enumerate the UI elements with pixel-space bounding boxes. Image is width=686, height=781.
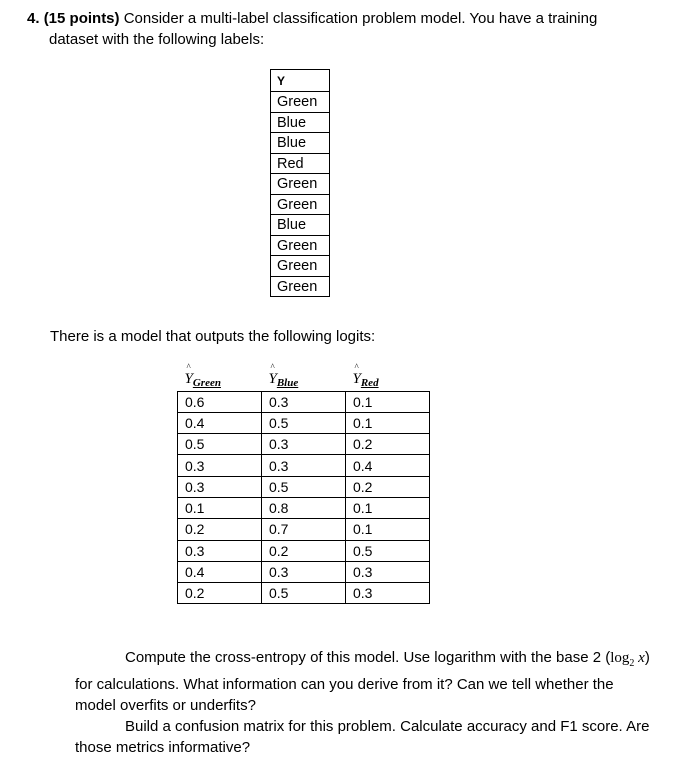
table-row: [178, 561, 430, 582]
question-number: 4.: [27, 10, 40, 27]
logit-cell: 0.3: [262, 391, 346, 412]
logits-table: [177, 362, 430, 604]
label-cell: Blue: [271, 112, 330, 133]
logit-cell: 0.7: [262, 519, 346, 540]
table-row: [178, 497, 430, 518]
label-cell: Green: [271, 256, 330, 277]
tasks-section: [75, 647, 650, 758]
logit-cell: 0.2: [178, 519, 262, 540]
task-confusion-matrix: Build a confusion matrix for this problem. Calculate accuracy and F1 score. Are those metrics informative?: [75, 718, 650, 756]
logit-cell: 0.5: [178, 434, 262, 455]
log-base-2-formula: $\log_2 x$: [610, 650, 645, 669]
table-row: [178, 540, 430, 561]
logit-cell: 0.3: [346, 583, 430, 604]
header-subscript: Green: [192, 377, 221, 390]
logits-intro: There is a model that outputs the following logits:: [50, 328, 376, 345]
logit-cell: 0.5: [346, 540, 430, 561]
logit-cell: 0.4: [346, 455, 430, 476]
logit-cell: 0.6: [178, 391, 262, 412]
table-row: [178, 519, 430, 540]
logit-cell: 0.2: [346, 476, 430, 497]
logit-cell: 0.3: [262, 561, 346, 582]
logit-cell: 0.3: [346, 561, 430, 582]
logits-header-red: [346, 362, 430, 391]
table-row: [178, 391, 430, 412]
label-cell: Blue: [271, 215, 330, 236]
table-row: [178, 412, 430, 433]
logit-cell: 0.2: [178, 583, 262, 604]
question-points: (15 points): [43, 10, 120, 27]
question-line-2: dataset with the following labels:: [49, 31, 265, 48]
labels-table: [270, 69, 330, 297]
y-hat-symbol: ^ Y: [352, 362, 361, 388]
logit-cell: 0.3: [178, 540, 262, 561]
logit-cell: 0.5: [262, 583, 346, 604]
logit-cell: 0.1: [346, 497, 430, 518]
table-row: [178, 583, 430, 604]
logit-cell: 0.1: [346, 412, 430, 433]
logit-cell: 0.4: [178, 412, 262, 433]
header-subscript: Blue: [276, 377, 299, 390]
logit-cell: 0.3: [178, 455, 262, 476]
logit-cell: 0.1: [178, 497, 262, 518]
logit-cell: 0.1: [346, 391, 430, 412]
label-cell: Green: [271, 174, 330, 195]
logits-header-green: [178, 362, 262, 391]
header-subscript: Red: [360, 377, 379, 390]
table-row: [178, 455, 430, 476]
question-header: [27, 8, 667, 50]
logit-cell: 0.3: [178, 476, 262, 497]
logit-cell: 0.4: [178, 561, 262, 582]
label-cell: Green: [271, 276, 330, 297]
label-cell: Red: [271, 153, 330, 174]
table-row: [178, 434, 430, 455]
logits-header-blue: [262, 362, 346, 391]
question-text: Consider a multi-label classification problem model. You have a training: [123, 10, 598, 27]
logit-cell: 0.5: [262, 412, 346, 433]
y-hat-symbol: ^ Y: [268, 362, 277, 388]
label-cell: Blue: [271, 133, 330, 154]
table-row: [178, 476, 430, 497]
logit-cell: 0.1: [346, 519, 430, 540]
task-cross-entropy: Compute the cross-entropy of this model. Use logarithm with the base 2 ($\log_2$ x) for calculations. What information can you derive from it? Can we tell whether the model overfits or underfits?: [75, 649, 650, 714]
logit-cell: 0.2: [262, 540, 346, 561]
logit-cell: 0.8: [262, 497, 346, 518]
logit-cell: 0.3: [262, 455, 346, 476]
label-cell: Green: [271, 92, 330, 113]
question-line-1: [27, 8, 667, 29]
y-hat-symbol: ^ Y: [184, 362, 193, 388]
label-cell: Green: [271, 194, 330, 215]
labels-header: Y: [271, 70, 330, 92]
label-cell: Green: [271, 235, 330, 256]
logit-cell: 0.2: [346, 434, 430, 455]
logit-cell: 0.3: [262, 434, 346, 455]
logit-cell: 0.5: [262, 476, 346, 497]
